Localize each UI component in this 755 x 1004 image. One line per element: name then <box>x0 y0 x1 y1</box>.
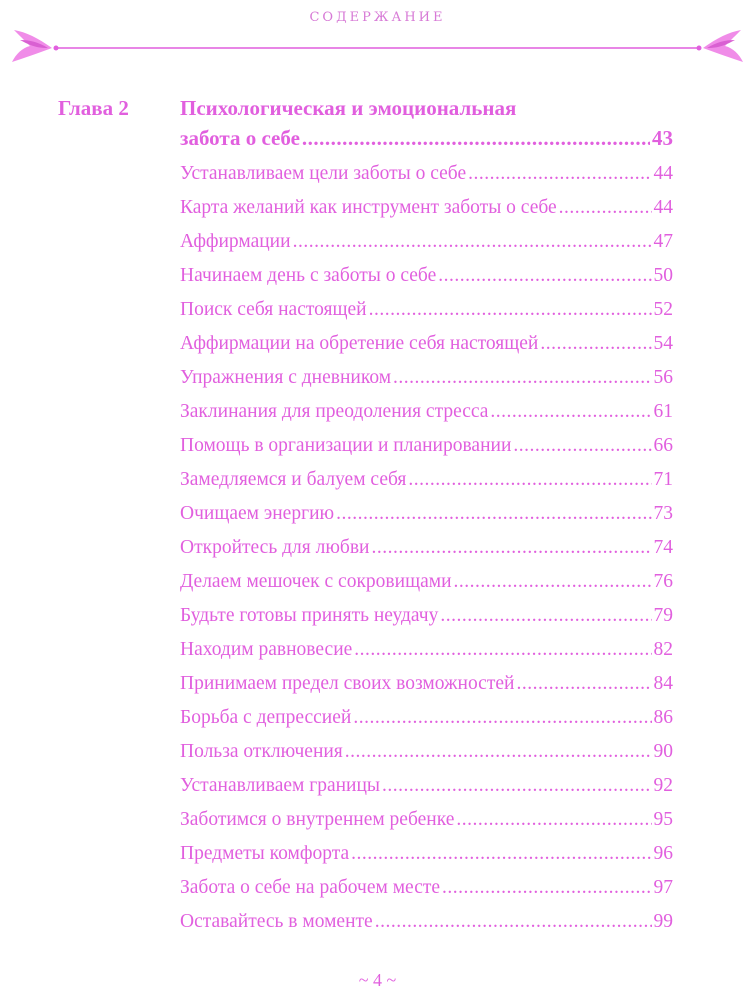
header-title: СОДЕРЖАНИЕ <box>309 10 446 25</box>
dot-leader <box>353 707 651 729</box>
toc-entry-page-number: 92 <box>653 775 673 796</box>
toc-entry-page-number: 66 <box>653 435 673 456</box>
toc-entry-title: Оставайтесь в моменте <box>180 911 373 932</box>
toc-entry[interactable] <box>180 843 673 865</box>
dot-leader <box>382 775 651 797</box>
toc-entry-title: Заклинания для преодоления стресса <box>180 401 489 422</box>
dot-leader <box>540 333 651 355</box>
toc-entry-title: Принимаем предел своих возможностей <box>180 673 515 694</box>
toc-entry-title: Очищаем энергию <box>180 503 335 524</box>
dot-leader <box>393 367 651 389</box>
toc-entry-page-number: 47 <box>653 231 673 252</box>
toc-entry-page-number: 86 <box>653 707 673 728</box>
dot-leader <box>440 605 651 627</box>
toc-entry[interactable] <box>180 197 673 219</box>
toc-entry-page-number: 73 <box>653 503 673 524</box>
toc-entry[interactable] <box>180 333 673 355</box>
toc-entry[interactable] <box>180 707 673 729</box>
toc-entry[interactable] <box>180 741 673 763</box>
dot-leader <box>442 877 651 899</box>
toc-entry-title: Замедляемся и балуем себя <box>180 469 407 490</box>
dot-leader <box>468 163 651 185</box>
dot-leader <box>371 537 651 559</box>
toc-entry-page-number: 84 <box>653 673 673 694</box>
toc-entry-title: Польза отключения <box>180 741 343 762</box>
dot-leader <box>336 503 651 525</box>
dot-leader <box>369 299 652 321</box>
toc-entry-page-number: 52 <box>653 299 673 320</box>
chapter-title: Психологическая и эмоциональная <box>180 96 517 120</box>
dot-leader <box>438 265 651 287</box>
toc-entry-title: Помощь в организации и планировании <box>180 435 512 456</box>
toc-entry[interactable] <box>180 265 673 287</box>
toc-entry-title: Борьба с депрессией <box>180 707 352 728</box>
toc-entry[interactable] <box>180 367 673 389</box>
dot-leader <box>490 401 651 423</box>
toc-entry-title: Карта желаний как инструмент заботы о себе <box>180 197 557 218</box>
toc-entry[interactable] <box>180 639 673 661</box>
toc-entry-page-number: 82 <box>653 639 673 660</box>
toc-entry-page-number: 97 <box>653 877 673 898</box>
dot-leader <box>559 197 652 219</box>
toc-entry-page-number: 79 <box>653 605 673 626</box>
chapter-title-continued: забота о себе <box>180 126 300 150</box>
toc-entry[interactable] <box>180 469 673 491</box>
toc-entry[interactable] <box>180 435 673 457</box>
toc-entry[interactable] <box>180 401 673 423</box>
toc-entry[interactable] <box>180 605 673 627</box>
toc-entry[interactable] <box>180 503 673 525</box>
toc-entry[interactable] <box>180 571 673 593</box>
toc-entry-title: Будьте готовы принять неудачу <box>180 605 439 626</box>
toc-entry-page-number: 90 <box>653 741 673 762</box>
dot-leader <box>302 126 650 151</box>
toc-entry-title: Аффирмации <box>180 231 291 252</box>
toc-entry[interactable] <box>180 877 673 899</box>
dot-leader <box>375 911 652 933</box>
toc-entry[interactable] <box>180 299 673 321</box>
toc-entry-page-number: 95 <box>653 809 673 830</box>
toc-entry-title: Находим равновесие <box>180 639 353 660</box>
chapter-label: Глава 2 <box>58 96 129 120</box>
toc-entry[interactable] <box>180 911 673 933</box>
toc-entry-title: Аффирмации на обретение себя настоящей <box>180 333 539 354</box>
toc-entry-title: Забота о себе на рабочем месте <box>180 877 441 898</box>
toc-entry-title: Поиск себя настоящей <box>180 299 367 320</box>
toc-entry-page-number: 99 <box>653 911 673 932</box>
toc-entry[interactable] <box>180 775 673 797</box>
footer-page-number: ~ 4 ~ <box>358 970 397 990</box>
toc-entry-page-number: 96 <box>653 843 673 864</box>
toc-entry[interactable] <box>180 673 673 695</box>
dot-leader <box>513 435 651 457</box>
toc-entry-title: Предметы комфорта <box>180 843 350 864</box>
toc-entry-page-number: 74 <box>653 537 673 558</box>
toc-entry-page-number: 61 <box>653 401 673 422</box>
toc-entry[interactable] <box>180 163 673 185</box>
toc-entry[interactable] <box>180 231 673 253</box>
header-ornament <box>8 28 747 68</box>
dot-leader <box>293 231 652 253</box>
toc-entry-title: Заботимся о внутреннем ребенке <box>180 809 455 830</box>
toc-entry-title: Начинаем день с заботы о себе <box>180 265 437 286</box>
dot-leader <box>454 571 652 593</box>
toc-entry-title: Делаем мешочек с сокровищами <box>180 571 452 592</box>
toc-entry-title: Устанавливаем цели заботы о себе <box>180 163 467 184</box>
toc-entry-page-number: 56 <box>653 367 673 388</box>
toc-entry-page-number: 54 <box>653 333 673 354</box>
dot-leader <box>354 639 651 661</box>
chapter-toc-row[interactable] <box>180 126 673 151</box>
dot-leader <box>456 809 651 831</box>
chapter-page-number: 43 <box>652 126 673 150</box>
toc-entry-page-number: 76 <box>653 571 673 592</box>
toc-entry-page-number: 50 <box>653 265 673 286</box>
toc-entry-page-number: 44 <box>653 163 673 184</box>
dot-leader <box>351 843 651 865</box>
toc-entry-page-number: 71 <box>653 469 673 490</box>
dot-leader <box>516 673 651 695</box>
toc-entry-title: Упражнения с дневником <box>180 367 392 388</box>
toc-entry-title: Откройтесь для любви <box>180 537 370 558</box>
dot-leader <box>345 741 652 763</box>
toc-entry[interactable] <box>180 809 673 831</box>
dot-leader <box>408 469 651 491</box>
toc-entry[interactable] <box>180 537 673 559</box>
toc-entry-title: Устанавливаем границы <box>180 775 381 796</box>
toc-entry-page-number: 44 <box>653 197 673 218</box>
